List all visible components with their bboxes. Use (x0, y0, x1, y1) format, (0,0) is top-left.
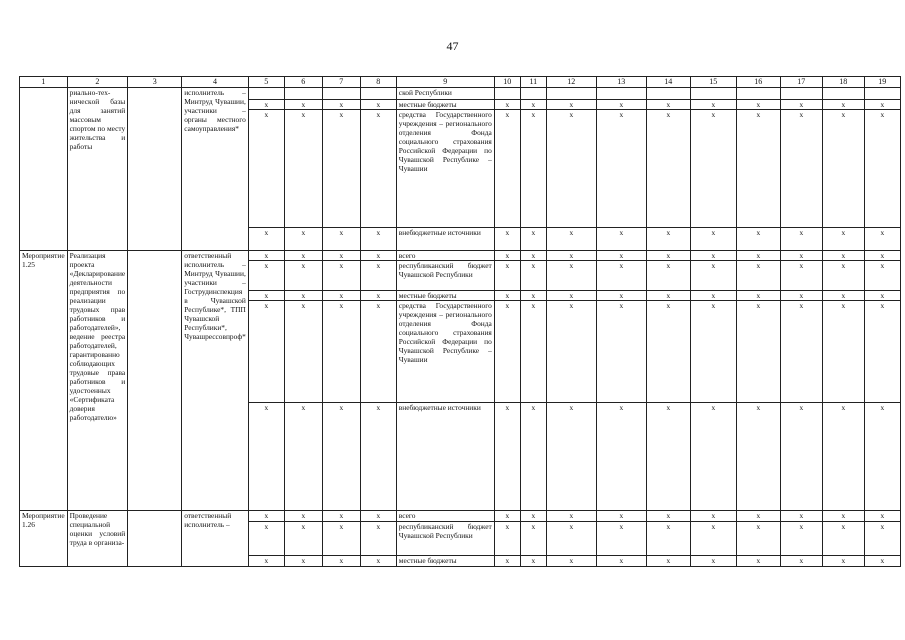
column-header: 8 (360, 77, 396, 88)
measure-title: Реализация проекта «Декларирование деятельности предприятия по реализации трудовых прав работников и работодателей», ведение реестра работодателей, гарантированно соблюдающих трудовые права работников и удостоенных «Сертификата доверия работодателю» (67, 251, 128, 511)
mark-cell: х (520, 110, 546, 228)
executor-cell: исполнитель – Минтруд Чувашии, участники – органы местного самоуправления* (182, 88, 249, 251)
mark-cell: х (360, 301, 396, 403)
mark-cell: х (520, 228, 546, 251)
column-header: 3 (128, 77, 182, 88)
mark-cell: х (822, 403, 864, 511)
mark-cell: х (284, 522, 322, 556)
mark-cell: х (690, 403, 736, 511)
mark-cell (690, 88, 736, 100)
mark-cell: х (646, 110, 690, 228)
mark-cell: х (736, 228, 780, 251)
mark-cell: х (646, 261, 690, 291)
mark-cell: х (360, 228, 396, 251)
mark-cell: х (822, 228, 864, 251)
mark-cell (780, 88, 822, 100)
mark-cell: х (596, 261, 646, 291)
mark-cell (360, 88, 396, 100)
mark-cell: х (596, 110, 646, 228)
column-header: 11 (520, 77, 546, 88)
column-header: 16 (736, 77, 780, 88)
mark-cell: х (596, 251, 646, 261)
mark-cell: х (360, 291, 396, 301)
mark-cell (822, 88, 864, 100)
funding-source: республиканский бюджет Чувашской Республики (396, 261, 494, 291)
mark-cell: х (822, 261, 864, 291)
mark-cell: х (822, 291, 864, 301)
mark-cell: х (864, 228, 900, 251)
mark-cell: х (520, 251, 546, 261)
mark-cell: х (864, 556, 900, 567)
mark-cell: х (864, 291, 900, 301)
mark-cell: х (646, 251, 690, 261)
table-row (20, 511, 901, 522)
mark-cell (284, 88, 322, 100)
mark-cell: х (690, 301, 736, 403)
mark-cell: х (546, 403, 596, 511)
mark-cell: х (322, 100, 360, 110)
mark-cell: х (596, 291, 646, 301)
mark-cell: х (322, 228, 360, 251)
mark-cell: х (646, 556, 690, 567)
mark-cell: х (322, 110, 360, 228)
mark-cell: х (822, 511, 864, 522)
funding-source: средства Государственного учреждения – регионального отделения Фонда социального страхования Российской Федерации по Чувашской Республике – Чувашии (396, 110, 494, 228)
mark-cell: х (248, 556, 284, 567)
mark-cell: х (248, 261, 284, 291)
mark-cell: х (494, 291, 520, 301)
mark-cell (596, 88, 646, 100)
mark-cell: х (736, 291, 780, 301)
mark-cell: х (248, 522, 284, 556)
funding-source: внебюджетные источники (396, 403, 494, 511)
table-row (20, 88, 901, 100)
mark-cell: х (596, 403, 646, 511)
mark-cell: х (494, 301, 520, 403)
mark-cell: х (646, 522, 690, 556)
mark-cell: х (646, 403, 690, 511)
mark-cell: х (690, 228, 736, 251)
mark-cell: х (360, 403, 396, 511)
mark-cell: х (780, 522, 822, 556)
measure-title: Проведение специальной оценки условий труда в организа- (67, 511, 128, 567)
mark-cell: х (736, 110, 780, 228)
mark-cell: х (494, 228, 520, 251)
mark-cell: х (780, 301, 822, 403)
mark-cell: х (284, 251, 322, 261)
mark-cell: х (248, 251, 284, 261)
mark-cell (322, 88, 360, 100)
mark-cell: х (646, 291, 690, 301)
mark-cell: х (322, 261, 360, 291)
mark-cell: х (736, 522, 780, 556)
mark-cell: х (284, 228, 322, 251)
mark-cell: х (780, 511, 822, 522)
mark-cell: х (494, 403, 520, 511)
mark-cell (494, 88, 520, 100)
mark-cell: х (864, 251, 900, 261)
mark-cell: х (248, 110, 284, 228)
mark-cell: х (284, 100, 322, 110)
mark-cell: х (520, 403, 546, 511)
mark-cell: х (646, 228, 690, 251)
funding-source: ской Республики (396, 88, 494, 100)
mark-cell: х (322, 301, 360, 403)
mark-cell: х (864, 110, 900, 228)
mark-cell: х (780, 100, 822, 110)
mark-cell (248, 88, 284, 100)
mark-cell: х (284, 301, 322, 403)
measure-number: Мероприятие 1.26 (20, 511, 68, 567)
mark-cell: х (736, 100, 780, 110)
mark-cell: х (780, 403, 822, 511)
mark-cell: х (822, 110, 864, 228)
mark-cell: х (520, 301, 546, 403)
mark-cell: х (360, 100, 396, 110)
column-header: 13 (596, 77, 646, 88)
empty-cell (128, 88, 182, 251)
mark-cell: х (284, 403, 322, 511)
mark-cell: х (546, 522, 596, 556)
mark-cell: х (780, 228, 822, 251)
mark-cell: х (322, 403, 360, 511)
mark-cell: х (546, 511, 596, 522)
mark-cell: х (736, 301, 780, 403)
mark-cell: х (596, 228, 646, 251)
mark-cell: х (546, 100, 596, 110)
mark-cell: х (546, 261, 596, 291)
mark-cell: х (322, 511, 360, 522)
mark-cell: х (736, 556, 780, 567)
mark-cell: х (736, 251, 780, 261)
mark-cell: х (494, 261, 520, 291)
executor-cell: ответственный исполнитель – Минтруд Чувашии, участники – Гострудинспекция в Чувашской Республике*, ТПП Чувашской Республики*, Чувашрессовпроф* (182, 251, 249, 511)
column-header: 15 (690, 77, 736, 88)
mark-cell: х (284, 110, 322, 228)
mark-cell: х (494, 556, 520, 567)
mark-cell: х (546, 291, 596, 301)
measure-number: Мероприятие 1.25 (20, 251, 68, 511)
funding-source: местные бюджеты (396, 556, 494, 567)
mark-cell: х (690, 251, 736, 261)
mark-cell (546, 88, 596, 100)
mark-cell: х (360, 511, 396, 522)
mark-cell: х (360, 110, 396, 228)
mark-cell (864, 88, 900, 100)
mark-cell: х (284, 261, 322, 291)
empty-cell (128, 511, 182, 567)
mark-cell: х (322, 522, 360, 556)
mark-cell: х (284, 511, 322, 522)
mark-cell: х (780, 261, 822, 291)
funding-source: всего (396, 511, 494, 522)
funding-source: местные бюджеты (396, 291, 494, 301)
mark-cell: х (248, 301, 284, 403)
mark-cell: х (864, 403, 900, 511)
mark-cell: х (646, 301, 690, 403)
funding-source: средства Государственного учреждения – регионального отделения Фонда социального страхования Российской Федерации по Чувашской Республике – Чувашии (396, 301, 494, 403)
mark-cell: х (822, 301, 864, 403)
mark-cell: х (248, 511, 284, 522)
mark-cell: х (546, 301, 596, 403)
mark-cell: х (596, 301, 646, 403)
column-header: 4 (182, 77, 249, 88)
mark-cell: х (690, 522, 736, 556)
mark-cell (736, 88, 780, 100)
funding-source: внебюджетные источники (396, 228, 494, 251)
mark-cell: х (322, 291, 360, 301)
mark-cell: х (248, 228, 284, 251)
mark-cell: х (520, 291, 546, 301)
mark-cell: х (248, 403, 284, 511)
mark-cell: х (546, 110, 596, 228)
funding-source: республиканский бюджет Чувашской Республики (396, 522, 494, 556)
funding-source: всего (396, 251, 494, 261)
mark-cell: х (736, 511, 780, 522)
mark-cell: х (596, 100, 646, 110)
mark-cell: х (520, 511, 546, 522)
mark-cell: х (822, 522, 864, 556)
mark-cell: х (864, 522, 900, 556)
mark-cell: х (736, 403, 780, 511)
mark-cell: х (646, 100, 690, 110)
mark-cell: х (822, 251, 864, 261)
mark-cell (520, 88, 546, 100)
mark-cell: х (690, 261, 736, 291)
mark-cell: х (520, 522, 546, 556)
mark-cell: х (864, 261, 900, 291)
column-header: 14 (646, 77, 690, 88)
mark-cell: х (690, 291, 736, 301)
measure-title: риально-тех-ническoй базы для занятий массовым спортом по месту жительства и работы (67, 88, 128, 251)
mark-cell: х (494, 251, 520, 261)
mark-cell: х (690, 100, 736, 110)
column-header: 5 (248, 77, 284, 88)
mark-cell: х (520, 261, 546, 291)
mark-cell: х (736, 261, 780, 291)
column-header: 10 (494, 77, 520, 88)
mark-cell: х (546, 251, 596, 261)
mark-cell: х (494, 511, 520, 522)
table-row (20, 251, 901, 261)
mark-cell: х (520, 556, 546, 567)
column-header: 17 (780, 77, 822, 88)
column-header: 9 (396, 77, 494, 88)
mark-cell: х (248, 100, 284, 110)
mark-cell: х (690, 556, 736, 567)
mark-cell: х (596, 556, 646, 567)
mark-cell: х (690, 511, 736, 522)
column-header: 2 (67, 77, 128, 88)
mark-cell: х (864, 100, 900, 110)
funding-source: местные бюджеты (396, 100, 494, 110)
mark-cell: х (864, 511, 900, 522)
mark-cell: х (322, 251, 360, 261)
mark-cell: х (780, 556, 822, 567)
header-row (20, 77, 901, 88)
program-table (19, 76, 901, 567)
mark-cell: х (284, 556, 322, 567)
column-header: 12 (546, 77, 596, 88)
mark-cell: х (780, 110, 822, 228)
mark-cell: х (360, 251, 396, 261)
mark-cell: х (546, 556, 596, 567)
column-header: 1 (20, 77, 68, 88)
mark-cell: х (646, 511, 690, 522)
mark-cell (646, 88, 690, 100)
mark-cell: х (822, 100, 864, 110)
mark-cell: х (546, 228, 596, 251)
mark-cell: х (864, 301, 900, 403)
mark-cell: х (520, 100, 546, 110)
mark-cell: х (690, 110, 736, 228)
column-header: 6 (284, 77, 322, 88)
mark-cell: х (822, 556, 864, 567)
empty-cell (128, 251, 182, 511)
mark-cell: х (360, 556, 396, 567)
mark-cell: х (494, 522, 520, 556)
measure-number (20, 88, 68, 251)
mark-cell: х (780, 251, 822, 261)
column-header: 7 (322, 77, 360, 88)
column-header: 18 (822, 77, 864, 88)
mark-cell: х (360, 261, 396, 291)
mark-cell: х (284, 291, 322, 301)
mark-cell: х (494, 110, 520, 228)
mark-cell: х (494, 100, 520, 110)
mark-cell: х (780, 291, 822, 301)
page-number: 47 (446, 39, 459, 53)
executor-cell: ответственный исполнитель – (182, 511, 249, 567)
column-header: 19 (864, 77, 900, 88)
mark-cell: х (596, 511, 646, 522)
mark-cell: х (360, 522, 396, 556)
mark-cell: х (322, 556, 360, 567)
mark-cell: х (248, 291, 284, 301)
mark-cell: х (596, 522, 646, 556)
